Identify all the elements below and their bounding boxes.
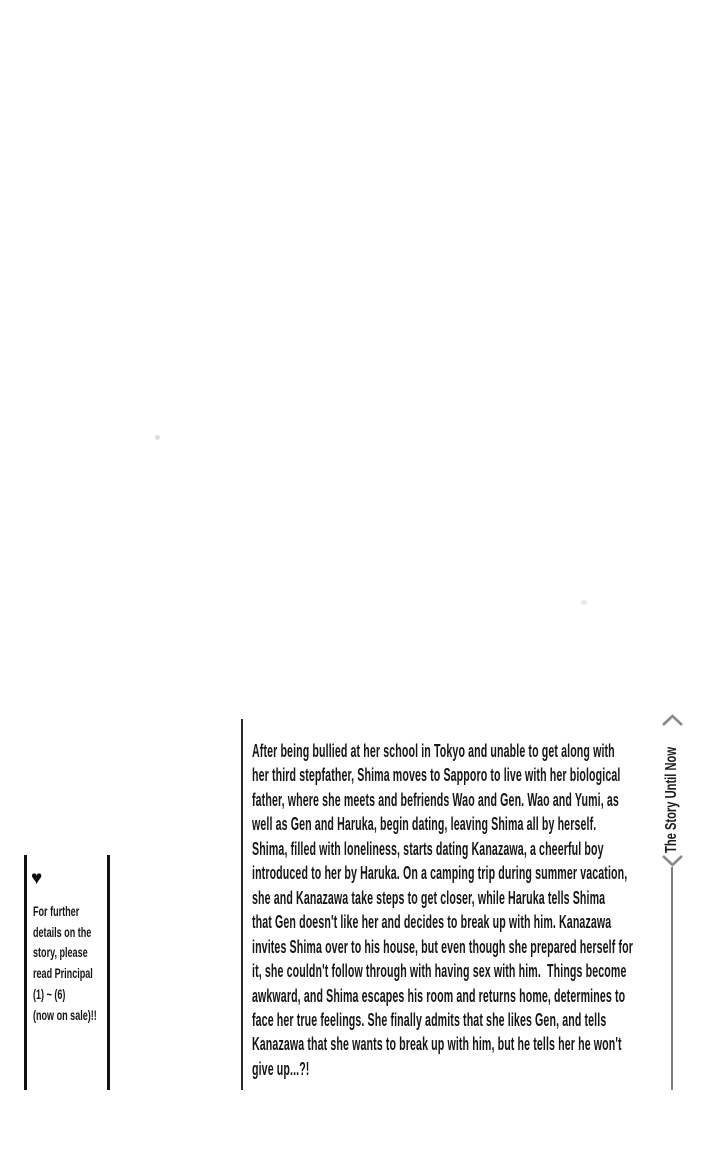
story-line: After being bullied at her school in Tokyo and unable to get along with — [252, 741, 615, 761]
promo-line: (1) ~ (6) — [33, 986, 66, 1002]
chevron-up-icon — [661, 714, 684, 727]
promo-line: For further — [33, 904, 80, 919]
story-left-rule — [241, 719, 243, 1090]
scan-speck — [155, 435, 160, 440]
story-summary — [252, 739, 665, 1081]
story-line: Kanazawa that she wants to break up with him, but he tells her he won't — [252, 1034, 622, 1055]
story-line: give up...?! — [252, 1058, 310, 1079]
heart-icon: ♥ — [31, 868, 43, 889]
story-line: introduced to her by Haruka. On a camping trip during summer vacation, — [252, 863, 628, 884]
story-line: her third stepfather, Shima moves to Sapporo to live with her biological — [252, 765, 621, 786]
story-line: awkward, and Shima escapes his room and returns home, determines to — [252, 985, 626, 1006]
title-tail-line — [671, 867, 673, 1090]
story-line: she and Kanazawa take steps to get closer, while Haruka tells Shima — [252, 887, 606, 908]
promo-line: details on the — [33, 924, 92, 940]
story-line: invites Shima over to his house, but even though she prepared herself for — [252, 936, 633, 957]
page-title-vertical: The Story Until Now — [663, 746, 680, 853]
scan-speck — [581, 600, 587, 605]
promo-line: (now on sale)!! — [33, 1007, 97, 1023]
promo-line: read Principal — [33, 966, 93, 982]
story-line: Shima, filled with loneliness, starts dating Kanazawa, a cheerful boy — [252, 838, 604, 859]
promo-line: story, please — [33, 945, 88, 961]
story-line: it, she couldn't follow through with having sex with him. Things become — [252, 961, 627, 982]
promo-note — [33, 902, 140, 1026]
story-line: face her true feelings. She finally admits that she likes Gen, and tells — [252, 1009, 607, 1030]
story-line: that Gen doesn't like her and decides to break up with him. Kanazawa — [252, 912, 612, 933]
story-line: father, where she meets and befriends Wao and Gen. Wao and Yumi, as — [252, 789, 619, 810]
story-line: well as Gen and Haruka, begin dating, leaving Shima all by herself. — [252, 814, 597, 835]
